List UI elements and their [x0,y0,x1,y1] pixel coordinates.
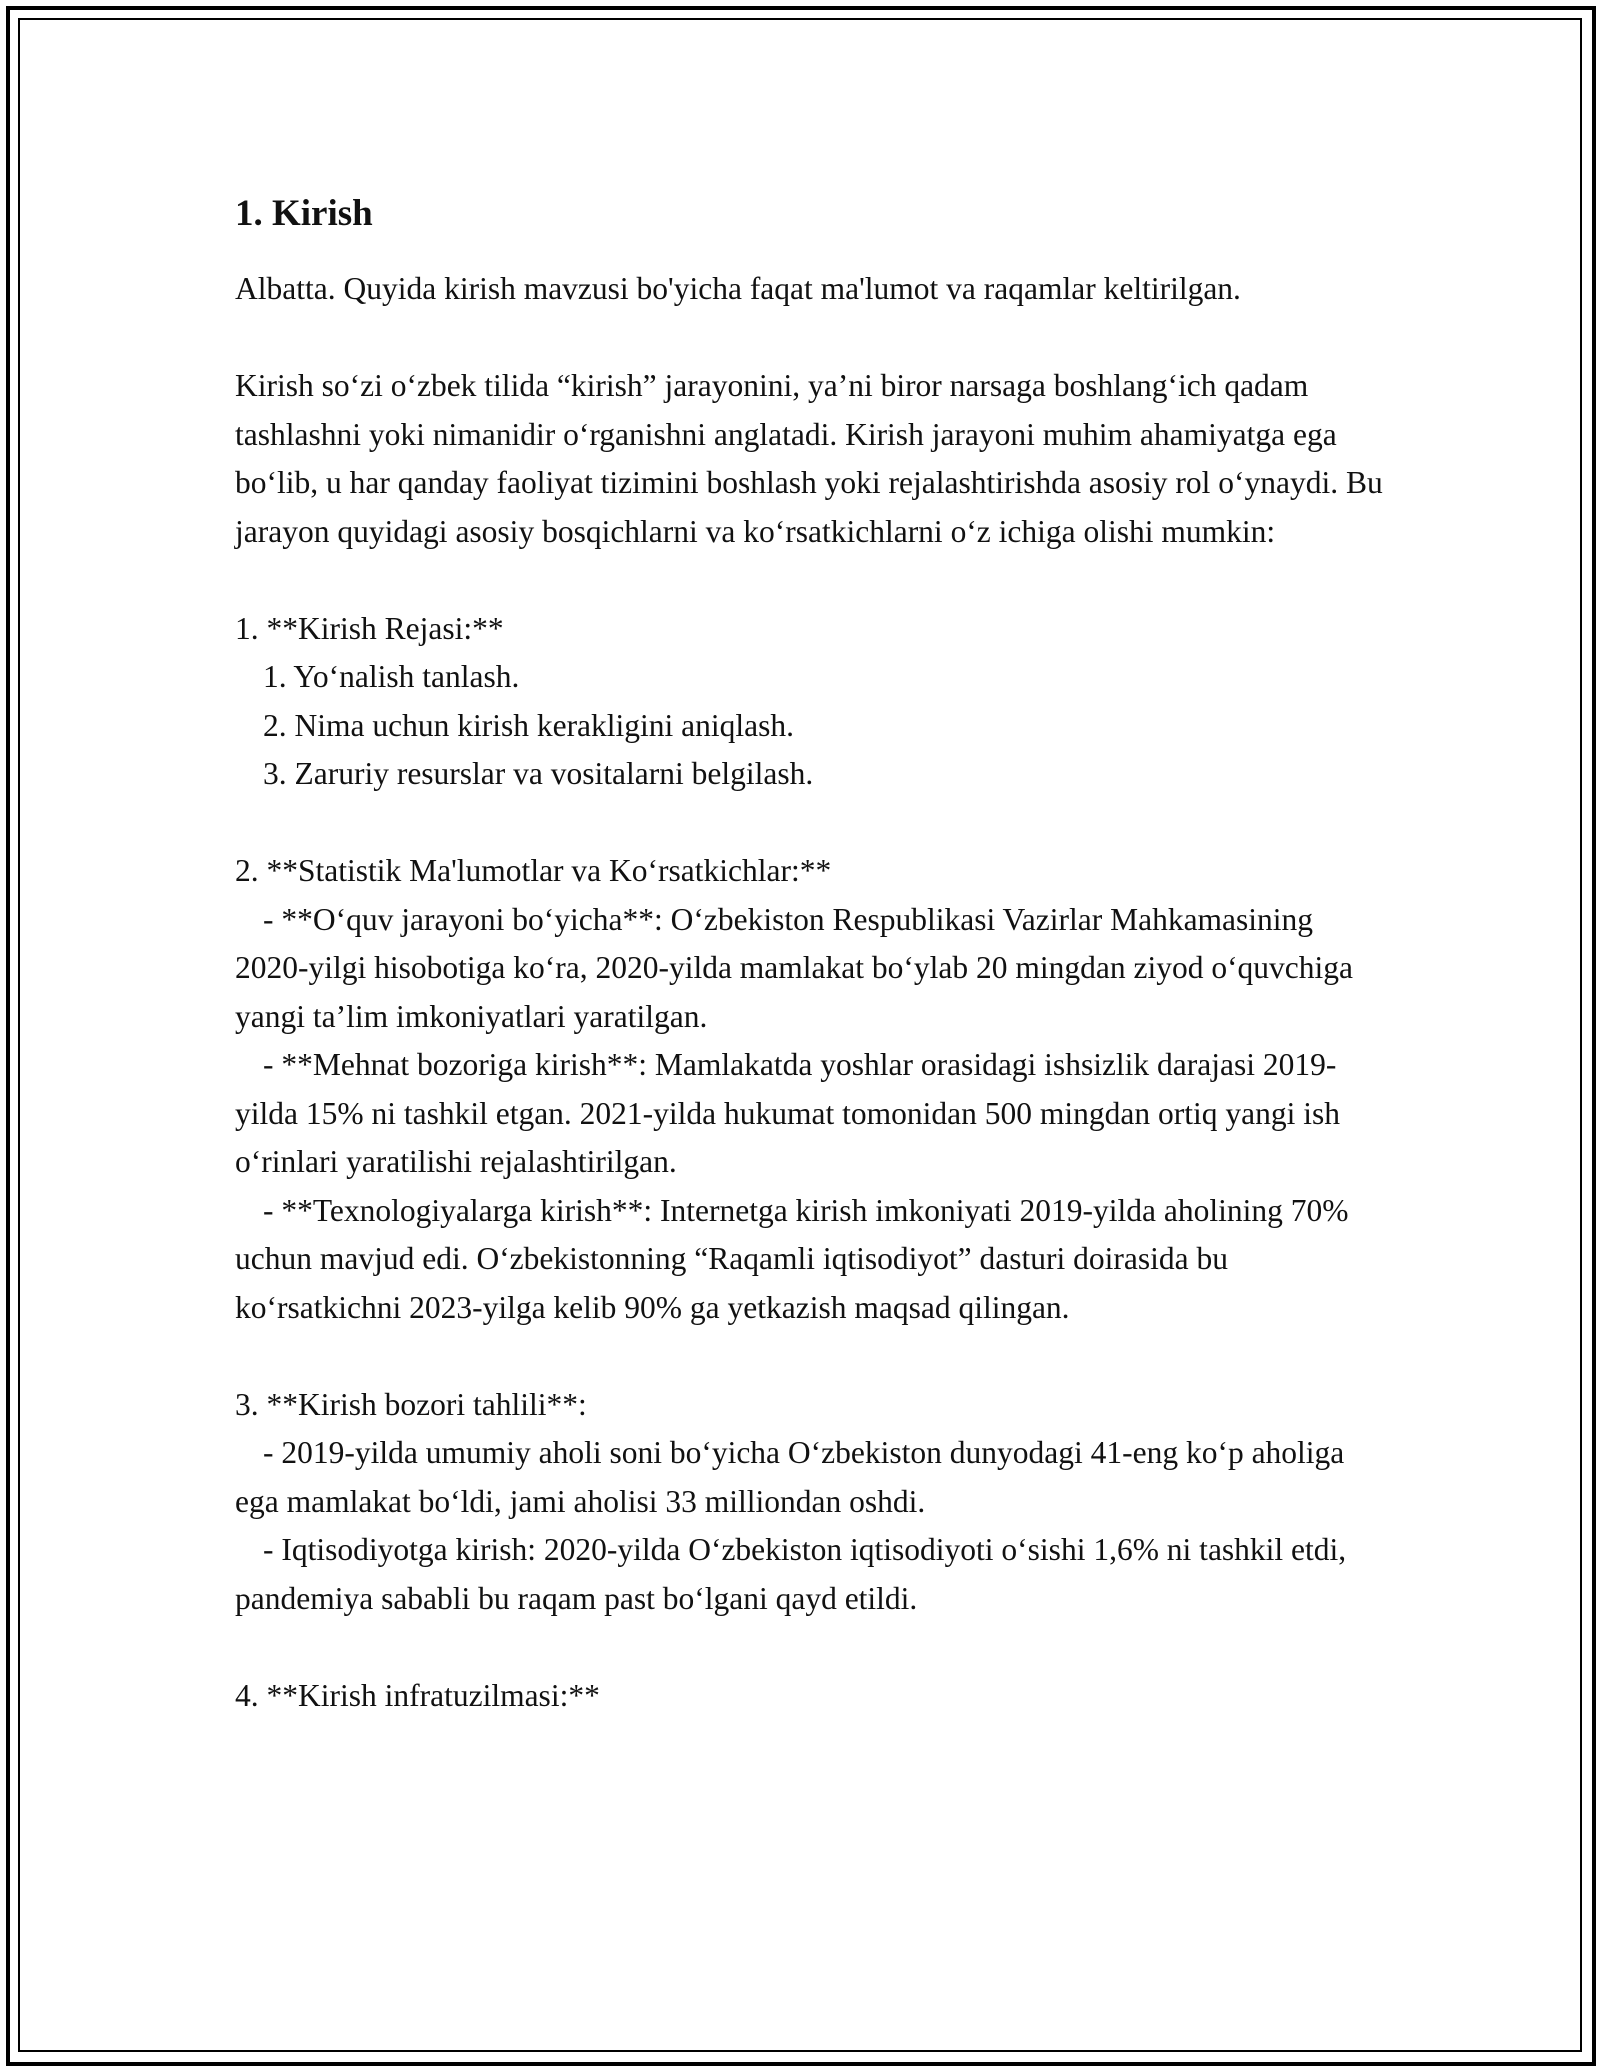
intro-paragraph: Albatta. Quyida kirish mavzusi bo'yicha faqat ma'lumot va raqamlar keltirilgan. [235,271,1241,306]
section-title: 3. **Kirish bozori tahlili**: [235,1386,587,1422]
section-title: 2. **Statistik Ma'lumotlar va Ko‘rsatkichlar:** [235,853,832,888]
list-item: - 2019-yilda umumiy aholi soni bo‘yicha O‘zbekiston dunyodagi 41-eng ko‘p aholiga ega mamlakat bo‘ldi, jami aholisi 33 milliondan oshdi. [235,1435,1345,1519]
list-item: 1. Yo‘nalish tanlash. [263,659,520,694]
section-kirish-infratuzilmasi [235,1672,1385,1721]
list-item: - **O‘quv jarayoni bo‘yicha**: O‘zbekiston Respublikasi Vazirlar Mahkamasining 2020-yilgi hisobotiga ko‘ra, 2020-yilda mamlakat bo‘ylab 20 mingdan ziyod o‘quvchiga yangi ta’lim imkoniyatlari yaratilgan. [235,901,1354,1034]
list-item: 2. Nima uchun kirish kerakligini aniqlash. [263,707,795,743]
list-item: - Iqtisodiyotga kirish: 2020-yilda O‘zbekiston iqtisodiyoti o‘sishi 1,6% ni tashkil etdi, pandemiya sababli bu raqam past bo‘lgani qayd etildi. [235,1532,1347,1616]
section-statistik-malumotlar [235,847,1385,1332]
list-item: - **Mehnat bozoriga kirish**: Mamlakatda yoshlar orasidagi ishsizlik darajasi 2019-yilda 15% ni tashkil etgan. 2021-yilda hukumat tomonidan 500 mingdan ortiq yangi ish o‘rinlari yaratilishi rejalashtirilgan. [235,1047,1340,1179]
section-title: 4. **Kirish infratuzilmasi:** [235,1677,600,1713]
page-title: 1. Kirish [235,193,373,234]
overview-paragraph: Kirish so‘zi o‘zbek tilida “kirish” jarayonini, ya’ni biror narsaga boshlang‘ich qadam tashlashni yoki nimanidir o‘rganishni anglatadi. Kirish jarayoni muhim ahamiyatga ega bo‘lib, u har qanday faoliyat tizimini boshlash yoki rejalashtirishda asosiy rol o‘ynaydi. Bu jarayon quyidagi asosiy bosqichlarni va ko‘rsatkichlarni o‘z ichiga olishi mumkin: [235,368,1383,549]
list-item: 3. Zaruriy resurslar va vositalarni belgilash. [263,756,814,791]
list-item: - **Texnologiyalarga kirish**: Internetga kirish imkoniyati 2019-yilda aholining 70% uchun mavjud edi. O‘zbekistonning “Raqamli iqtisodiyot” dasturi doirasida bu ko‘rsatkichni 2023-yilga kelib 90% ga yetkazish maqsad qilingan. [235,1192,1349,1325]
section-kirish-bozori-tahlili [235,1381,1385,1624]
document-body [235,180,1385,1720]
section-title: 1. **Kirish Rejasi:** [235,610,504,646]
section-kirish-rejasi [235,605,1385,799]
